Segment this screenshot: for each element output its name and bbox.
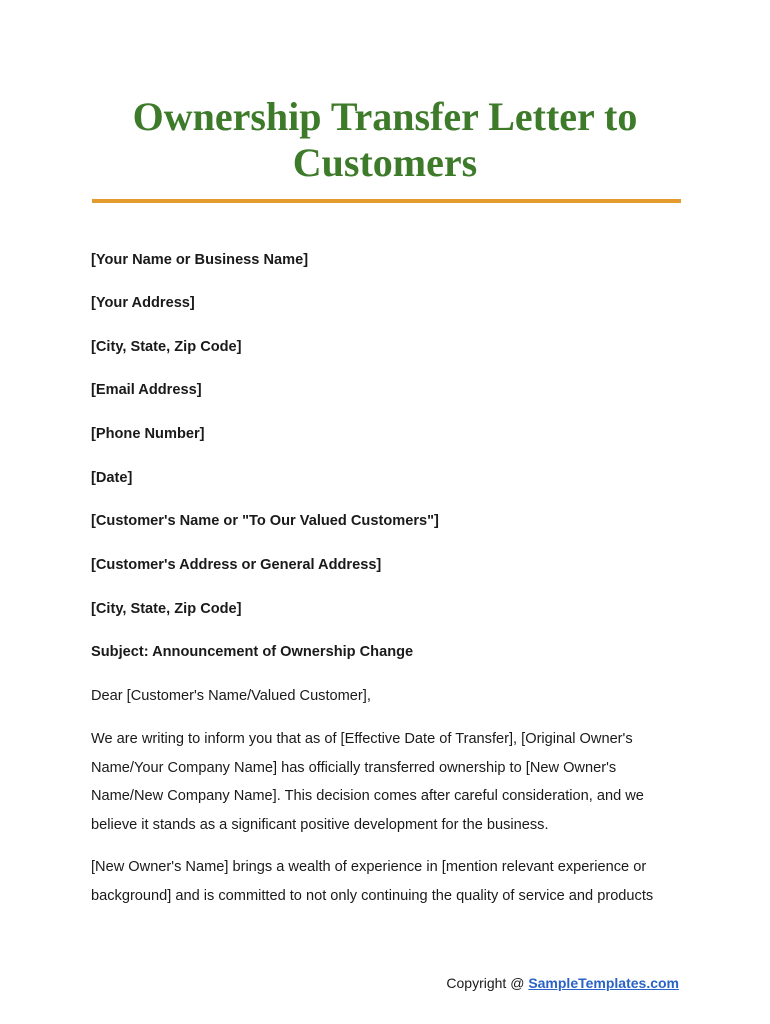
body-paragraph-1 <box>91 725 681 839</box>
sampletemplates-link[interactable]: SampleTemplates.com <box>528 975 679 991</box>
paragraph-line: background] and is committed to not only continuing the quality of service and products <box>91 887 654 904</box>
sender-phone: [Phone Number] <box>91 426 205 442</box>
title-line-1: Ownership Transfer Letter to <box>132 94 638 139</box>
sender-city-state-zip: [City, State, Zip Code] <box>91 339 242 355</box>
copyright-footer <box>446 973 679 993</box>
letter-salutation: Dear [Customer's Name/Valued Customer], <box>91 688 371 704</box>
letter-date: [Date] <box>91 470 133 486</box>
paragraph-line: believe it stands as a significant positive development for the business. <box>91 816 549 833</box>
recipient-address: [Customer's Address or General Address] <box>91 557 382 573</box>
title-underline-divider <box>92 199 681 203</box>
paragraph-line: [New Owner's Name] brings a wealth of experience in [mention relevant experience or <box>91 859 647 875</box>
paragraph-line: Name/New Company Name]. This decision comes after careful consideration, and we <box>91 788 644 804</box>
title-line-2: Customers <box>292 140 478 185</box>
document-title <box>60 94 710 186</box>
letter-subject: Subject: Announcement of Ownership Change <box>91 644 414 660</box>
paragraph-line: We are writing to inform you that as of [Effective Date of Transfer], [Original Owner's <box>91 731 633 747</box>
sender-name: [Your Name or Business Name] <box>91 252 309 268</box>
body-paragraph-2 <box>91 853 681 910</box>
paragraph-line: Name/Your Company Name] has officially transferred ownership to [New Owner's <box>91 759 617 776</box>
recipient-city-state-zip: [City, State, Zip Code] <box>91 601 242 617</box>
copyright-prefix: Copyright @ <box>446 975 529 991</box>
sender-email: [Email Address] <box>91 382 202 398</box>
sender-address: [Your Address] <box>91 295 195 311</box>
recipient-name: [Customer's Name or "To Our Valued Customers"] <box>91 513 439 529</box>
